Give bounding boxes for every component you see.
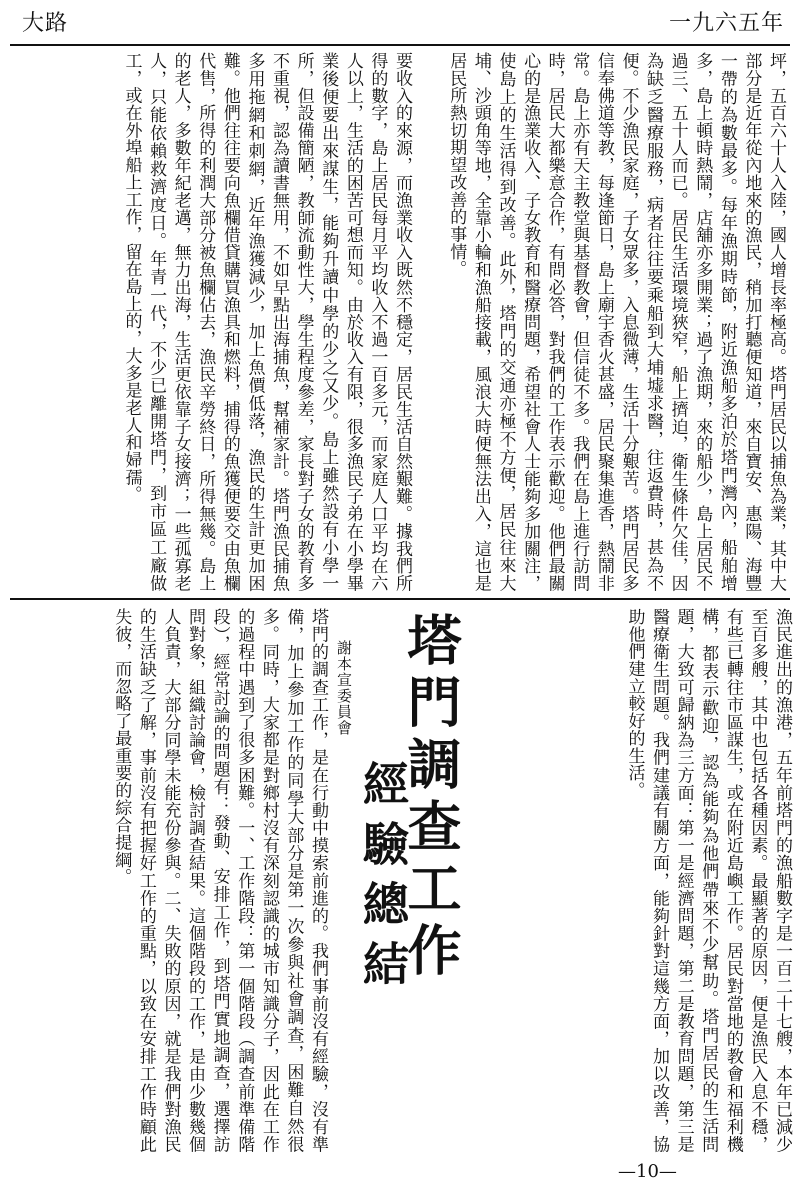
publication-year: 一九六五年 [668, 11, 784, 36]
article-title: 塔門調查工作 [399, 612, 462, 984]
text-column-top-right: 坪，五百六十人入陸，國人增長率極高。塔門居民以捕魚為業，其中大部分是近年從內地來的漁民，稍加打聽便知道，來自寶安、惠陽、海豐一帶的為數最多。每年漁期時節，附近漁船多泊於塔門灣內，船舶增多，島上頓時熱鬧，店舖亦多開業；過了漁期，來的船少，島上居民不過三、五十人而已。居民生活環境狹窄，船上擠迫，衛生條件欠佳，因為缺乏醫療服務，病者往往要乘船到大埔墟求醫，往返費時，甚為不便。不少漁民家庭，子女眾多，入息微薄，生活十分艱苦。塔門居民多信奉佛道等教，每逢節日，島上廟宇香火甚盛，居民聚集進香，熱鬧非常。島上亦有天主教堂與基督教會，但信徒不多。我們在島上進行訪問時，居民大都樂意合作，有問必答，對我們的工作表示歡迎。他們最關心的是漁業收入、子女教育和醫療問題，希望社會人士能夠多加關注，使島上的生活得到改善。此外，塔門的交通亦極不方便，居民往來大埔、沙頭角等地，全靠小輪和漁船接載，風浪大時便無法出入，這也是居民所熱切期望改善的事情。 [446, 52, 786, 592]
header-rule [10, 44, 790, 46]
text-column-bottom-left: 塔門的調查工作，是在行動中摸索前進的。我們事前沒有經驗，沒有準備，加上參加工作的同學大部分是第一次參與社會調查，困難自然很多。同時，大家都是對鄉村沒有深刻認識的城市知識分子，因此在工作的過程中遇到了很多困難。一、工作階段：第一個階段（調查前準備階段），經常討論的問題有：發動、安排工作，到塔門實地調查，選擇訪問對象，組織討論會，檢討調查結果。這個階段的工作，是由少數幾個人負責，大部分同學未能充份參與。二、失敗的原因，就是我們對漁民的生活缺乏了解，事前沒有把握好工作的重點，以致在安排工作時顧此失彼，而忽略了最重要的綜合提綱。 [111, 608, 328, 1153]
text-column-bottom-right: 漁民進出的漁港，五年前塔門的漁船數字是一百二十七艘，本年已減少至百多艘，其中也包括各種因素。最顯著的原因，便是漁民入息不穩，有些已轉往市區謀生，或在附近島嶼工作。居民對當地的教會和福利機構，都表示歡迎，認為能夠為他們帶來不少幫助。塔門居民的生活問題，大致可歸納為三方面：第一是經濟問題，第二是教育問題，第三是醫療衛生問題。我們建議有關方面，能夠針對這幾方面，加以改善，協助他們建立較好的生活。 [624, 608, 792, 1153]
journal-name: 大路 [22, 11, 69, 36]
text-column-top-left: 要收入的來源，而漁業收入既然不穩定，居民生活自然艱難。據我們所得的數字，島上居民每月平均收入不過一百多元，而家庭人口平均在六人以上，生活的困苦可想而知。由於收入有限，很多漁民子弟在小學畢業後便要出來謀生，能夠升讀中學的少之又少。島上雖然設有小學一所，但設備簡陋，教師流動性大，學生程度參差，家長對子女的教育多不重視，認為讀書無用，不如早點出海捕魚，幫補家計。塔門漁民捕魚多用拖網和刺網，近年漁獲減少，加上魚價低落，漁民的生計更加困難。他們往往要向魚欄借貸購買漁具和燃料，捕得的魚獲便要交由魚欄代售，所得的利潤大部分被魚欄佔去，漁民辛勞終日，所得無幾。島上的老人，多數年紀老邁，無力出海，生活更依靠子女接濟；一些孤寡老人，只能依賴救濟度日。年青一代，不少已離開塔門，到市區工廠做工，或在外埠船上工作，留在島上的，大多是老人和婦孺。 [121, 52, 412, 592]
page-number: —10— [618, 1161, 677, 1182]
article-subtitle: 經驗總結 [356, 760, 410, 1000]
section-divider [10, 598, 790, 600]
article-author: 謝本宣委員會 [335, 640, 353, 736]
